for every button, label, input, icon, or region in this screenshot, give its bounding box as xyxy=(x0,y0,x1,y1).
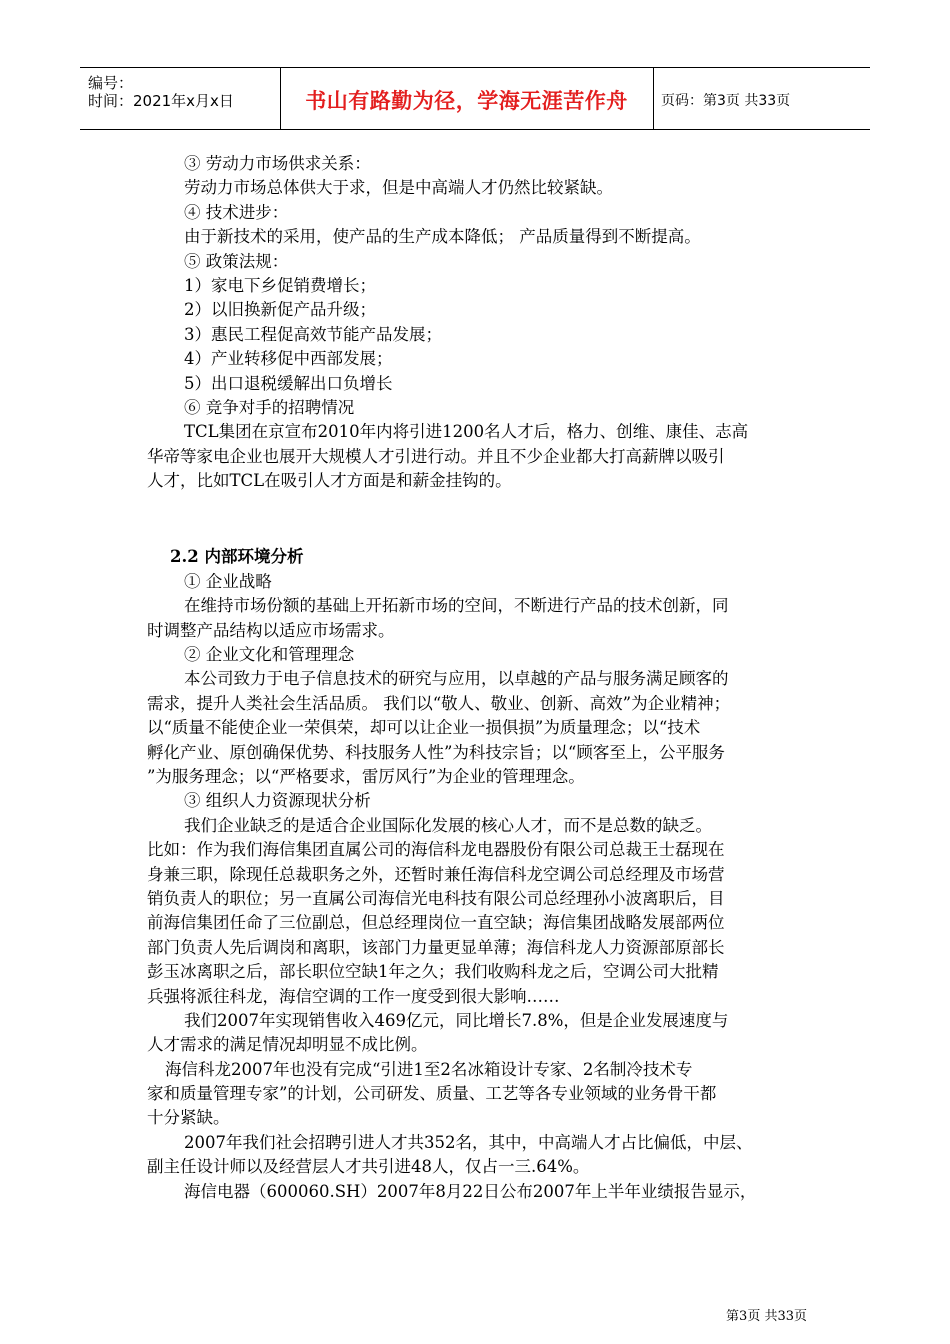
header-page-number: 页码：第3页 共33页 xyxy=(661,93,791,109)
paragraph-line: 十分紧缺。 xyxy=(147,1108,230,1128)
list-item: 4）产业转移促中西部发展； xyxy=(184,349,393,369)
list-heading: ⑤ 政策法规： xyxy=(184,251,289,271)
paragraph-line: 时调整产品结构以适应市场需求。 xyxy=(147,620,395,640)
paragraph-line: 彭玉冰离职之后，部长职位空缺1年之久；我们收购科龙之后，空调公司大批精 xyxy=(147,962,719,982)
list-item: 5）出口退税缓解出口负增长 xyxy=(184,373,393,393)
paragraph-line: 我们企业缺乏的是适合企业国际化发展的核心人才，而不是总数的缺乏。 xyxy=(184,815,712,835)
paragraph-line: 我们2007年实现销售收入469亿元，同比增长7.8%，但是企业发展速度与 xyxy=(184,1010,729,1030)
paragraph-line: 人才，比如TCL在吸引人才方面是和薪金挂钩的。 xyxy=(147,471,512,491)
paragraph-line: 孵化产业、原创确保优势、科技服务人性”为科技宗旨；以“顾客至上，公平服务 xyxy=(147,742,725,762)
paragraph-line: 人才需求的满足情况却明显不成比例。 xyxy=(147,1035,428,1055)
paragraph-line: ”为服务理念；以“严格要求，雷厉风行”为企业的管理理念。 xyxy=(147,766,585,786)
paragraph-line: TCL集团在京宣布2010年内将引进1200名人才后，格力、创维、康佳、志高 xyxy=(184,422,749,442)
paragraph-line: 销负责人的职位；另一直属公司海信光电科技有限公司总经理孙小波离职后，目 xyxy=(147,888,725,908)
list-heading: ④ 技术进步： xyxy=(184,202,289,222)
paragraph-line: 副主任设计师以及经营层人才共引进48人，仅占一三.64%。 xyxy=(147,1157,590,1177)
paragraph-line: 劳动力市场总体供大于求，但是中高端人才仍然比较紧缺。 xyxy=(184,178,613,198)
paragraph-line: 家和质量管理专家”的计划，公司研发、质量、工艺等各专业领域的业务骨干都 xyxy=(147,1084,717,1104)
paragraph-line: 由于新技术的采用，使产品的生产成本降低； 产品质量得到不断提高。 xyxy=(184,227,701,247)
header-motto: 书山有路勤为径，学海无涯苦作舟 xyxy=(305,89,628,113)
header-page-cell xyxy=(653,68,870,129)
list-item: 1）家电下乡促销费增长； xyxy=(184,275,376,295)
section-title: 2.2 内部环境分析 xyxy=(170,547,304,567)
list-item: 3）惠民工程促高效节能产品发展； xyxy=(184,324,442,344)
document-code-label: 编号： xyxy=(88,74,134,92)
list-heading: ② 企业文化和管理理念 xyxy=(184,645,355,665)
paragraph-line: 以“质量不能使企业一荣俱荣，却可以让企业一损俱损”为质量理念；以“技术 xyxy=(147,718,701,738)
paragraph-line: 在维持市场份额的基础上开拓新市场的空间，不断进行产品的技术创新，同 xyxy=(184,596,729,616)
list-heading: ③ 劳动力市场供求关系： xyxy=(184,154,371,173)
paragraph-line: 前海信集团任命了三位副总，但总经理岗位一直空缺；海信集团战略发展部两位 xyxy=(147,913,725,933)
header-motto-cell xyxy=(280,68,654,129)
paragraph-line: 海信电器（600060.SH）2007年8月22日公布2007年上半年业绩报告显示， xyxy=(184,1181,757,1201)
list-heading: ① 企业战略 xyxy=(184,571,272,591)
paragraph-line: 部门负责人先后调岗和离职，该部门力量更显单薄；海信科龙人力资源部原部长 xyxy=(147,937,725,957)
paragraph-line: 兵强将派往科龙，海信空调的工作一度受到很大影响…… xyxy=(147,986,560,1006)
page-header xyxy=(80,67,870,130)
paragraph-line: 本公司致力于电子信息技术的研究与应用，以卓越的产品与服务满足顾客的 xyxy=(184,669,729,689)
page-footer: 第3页 共33页 xyxy=(726,1309,807,1324)
paragraph-line: 比如：作为我们海信集团直属公司的海信科龙电器股份有限公司总裁王士磊现在 xyxy=(147,840,725,860)
document-date-label: 时间：2021年x月x日 xyxy=(88,92,234,110)
paragraph-line: 2007年我们社会招聘引进人才共352名，其中，中高端人才占比偏低，中层、 xyxy=(184,1132,753,1152)
paragraph-line: 华帝等家电企业也展开大规模人才引进行动。并且不少企业都大打高薪牌以吸引 xyxy=(147,446,725,466)
list-heading: ⑥ 竞争对手的招聘情况 xyxy=(184,397,355,417)
paragraph-line: 需求，提升人类社会生活品质。 我们以“敬人、敬业、创新、高效”为企业精神； xyxy=(147,693,731,713)
list-item: 2）以旧换新促产品升级； xyxy=(184,300,376,320)
header-info-cell xyxy=(80,68,281,129)
section-spacer xyxy=(147,493,807,545)
paragraph-line: 身兼三职，除现任总裁职务之外，还暂时兼任海信科龙空调公司总经理及市场营 xyxy=(147,864,725,884)
list-heading: ③ 组织人力资源现状分析 xyxy=(184,791,371,811)
paragraph-line: 海信科龙2007年也没有完成“引进1至2名冰箱设计专家、2名制冷技术专 xyxy=(165,1059,693,1079)
document-body xyxy=(147,152,807,1204)
